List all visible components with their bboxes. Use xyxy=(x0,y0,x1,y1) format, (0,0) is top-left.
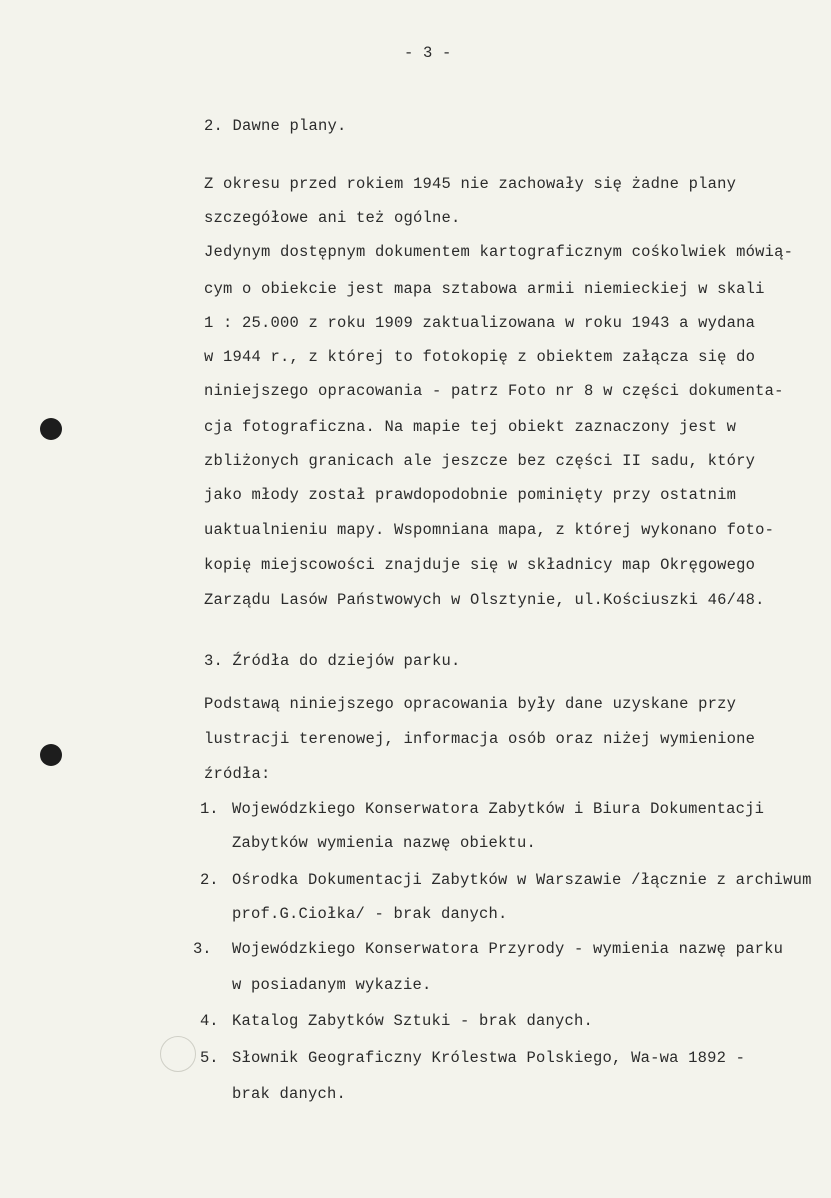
source-item-line: Ośrodka Dokumentacji Zabytków w Warszawie /łącznie z archiwum xyxy=(232,871,812,889)
section-3-intro-line: lustracji terenowej, informacja osób oraz niżej wymienione xyxy=(204,730,756,748)
section-3-heading: 3. Źródła do dziejów parku. xyxy=(204,652,461,670)
section-2-line: jako młody został prawdopodobnie pominięty przy ostatnim xyxy=(204,486,737,504)
source-item-number: 4. xyxy=(200,1012,219,1030)
faint-stamp-mark xyxy=(160,1036,196,1072)
section-2-line: zbliżonych granicach ale jeszcze bez części II sadu, który xyxy=(204,452,756,470)
source-item-line: Zabytków wymienia nazwę obiektu. xyxy=(232,834,537,852)
source-item-number: 5. xyxy=(200,1049,219,1067)
source-item-number: 3. xyxy=(193,940,212,958)
section-2-line: Z okresu przed rokiem 1945 nie zachowały się żadne plany xyxy=(204,175,737,193)
section-3-intro-line: źródła: xyxy=(204,765,271,783)
section-2-line: niniejszego opracowania - patrz Foto nr 8 w części dokumenta- xyxy=(204,382,784,400)
page-number: - 3 - xyxy=(404,44,452,62)
section-2-line: Jedynym dostępnym dokumentem kartograficznym cośkolwiek mówią- xyxy=(204,243,794,261)
section-2-line: cym o obiekcie jest mapa sztabowa armii niemieckiej w skali xyxy=(204,280,765,298)
source-item-line: Katalog Zabytków Sztuki - brak danych. xyxy=(232,1012,594,1030)
section-2-line: Zarządu Lasów Państwowych w Olsztynie, ul.Kościuszki 46/48. xyxy=(204,591,765,609)
section-2-line: szczegółowe ani też ogólne. xyxy=(204,209,461,227)
source-item-line: brak danych. xyxy=(232,1085,347,1103)
section-2-line: uaktualnieniu mapy. Wspomniana mapa, z której wykonano foto- xyxy=(204,521,775,539)
section-2-heading: 2. Dawne plany. xyxy=(204,117,347,135)
source-item-number: 2. xyxy=(200,871,219,889)
source-item-line: Słownik Geograficzny Królestwa Polskiego, Wa-wa 1892 - xyxy=(232,1049,746,1067)
section-2-line: 1 : 25.000 z roku 1909 zaktualizowana w roku 1943 a wydana xyxy=(204,314,756,332)
source-item-number: 1. xyxy=(200,800,219,818)
punch-hole-top xyxy=(40,418,62,440)
source-item-line: Wojewódzkiego Konserwatora Przyrody - wymienia nazwę parku xyxy=(232,940,784,958)
source-item-line: prof.G.Ciołka/ - brak danych. xyxy=(232,905,508,923)
section-2-line: kopię miejscowości znajduje się w składnicy map Okręgowego xyxy=(204,556,756,574)
section-3-intro-line: Podstawą niniejszego opracowania były dane uzyskane przy xyxy=(204,695,737,713)
section-2-line: cja fotograficzna. Na mapie tej obiekt zaznaczony jest w xyxy=(204,418,737,436)
source-item-line: Wojewódzkiego Konserwatora Zabytków i Biura Dokumentacji xyxy=(232,800,765,818)
section-2-line: w 1944 r., z której to fotokopię z obiektem załącza się do xyxy=(204,348,756,366)
punch-hole-bottom xyxy=(40,744,62,766)
source-item-line: w posiadanym wykazie. xyxy=(232,976,432,994)
